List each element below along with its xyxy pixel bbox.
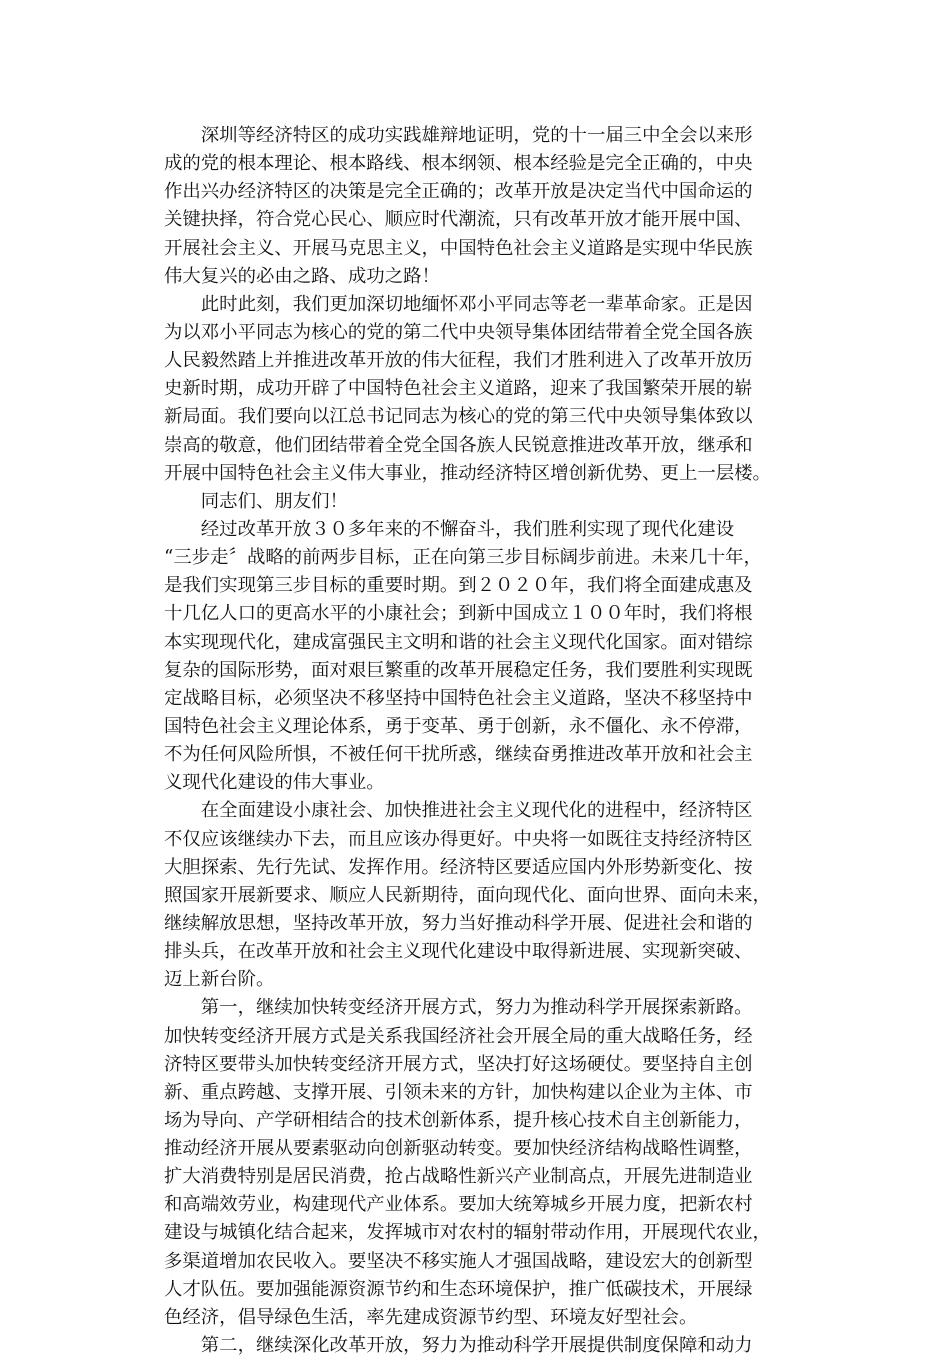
text-line: 经过改革开放３０多年来的不懈奋斗，我们胜利实现了现代化建设: [164, 518, 735, 540]
text-line: 义现代化建设的伟大事业。: [164, 772, 385, 794]
text-line: 新局面。我们要向以江总书记同志为核心的党的第三代中央领导集体致以: [164, 406, 753, 428]
text-line: 作出兴办经济特区的决策是完全正确的；改革开放是决定当代中国命运的: [164, 181, 753, 203]
text-line: 大胆探索、先行先试、发挥作用。经济特区要适应国内外形势新变化、按: [164, 856, 753, 878]
text-line: 照国家开展新要求、顺应人民新期待，面向现代化、面向世界、面向未来，: [164, 884, 771, 906]
text-line: 场为导向、产学研相结合的技术创新体系，提升核心技术自主创新能力，: [164, 1109, 753, 1131]
text-line: 迈上新台阶。: [164, 969, 275, 991]
text-line: 继续解放思想，坚持改革开放，努力当好推动科学开展、促进社会和谐的: [164, 912, 753, 934]
text-line: 扩大消费特别是居民消费，抢占战略性新兴产业制高点，开展先进制造业: [164, 1166, 753, 1188]
text-line: 成的党的根本理论、根本路线、根本纲领、根本经验是完全正确的，中央: [164, 153, 753, 175]
text-line: 开展中国特色社会主义伟大事业，推动经济特区增创新优势、更上一层楼。: [164, 462, 771, 484]
document-body: [164, 122, 796, 1360]
text-line: 加快转变经济开展方式是关系我国经济社会开展全局的重大战略任务，经: [164, 1025, 753, 1047]
text-line: 第一，继续加快转变经济开展方式，努力为推动科学开展探索新路。: [164, 997, 753, 1019]
text-line: 同志们、朋友们！: [164, 490, 348, 512]
text-line: 史新时期，成功开辟了中国特色社会主义道路，迎来了我国繁荣开展的崭: [164, 378, 753, 400]
text-line: 国特色社会主义理论体系，勇于变革、勇于创新，永不僵化、永不停滞，: [164, 715, 753, 737]
text-line: 和高端效劳业，构建现代产业体系。要加大统筹城乡开展力度，把新农村: [164, 1194, 753, 1216]
text-line: 新、重点跨越、支撑开展、引领未来的方针，加快构建以企业为主体、市: [164, 1081, 753, 1103]
text-line: 伟大复兴的必由之路、成功之路！: [164, 265, 440, 287]
text-line: 关键抉择，符合党心民心、顺应时代潮流，只有改革开放才能开展中国、: [164, 209, 753, 231]
text-line: 开展社会主义、开展马克思主义，中国特色社会主义道路是实现中华民族: [164, 237, 753, 259]
text-line: 多渠道增加农民收入。要坚决不移实施人才强国战略，建设宏大的创新型: [164, 1250, 753, 1272]
text-line: “三步走〞战略的前两步目标，正在向第三步目标阔步前进。未来几十年，: [164, 547, 762, 569]
text-line: 定战略目标，必须坚决不移坚持中国特色社会主义道路，坚决不移坚持中: [164, 687, 753, 709]
text-line: 崇高的敬意，他们团结带着全党全国各族人民锐意推进改革开放，继承和: [164, 434, 753, 456]
text-line: 色经济，倡导绿色生活，率先建成资源节约型、环境友好型社会。: [164, 1306, 698, 1328]
text-line: 推动经济开展从要素驱动向创新驱动转变。要加快经济结构战略性调整，: [164, 1138, 753, 1160]
text-line: 人民毅然踏上并推进改革开放的伟大征程，我们才胜利进入了改革开放历: [164, 350, 753, 372]
text-line: 不为任何风险所惧，不被任何干扰所惑，继续奋勇推进改革开放和社会主: [164, 744, 753, 766]
text-line: 是我们实现第三步目标的重要时期。到２０２０年，我们将全面建成惠及: [164, 575, 753, 597]
text-line: 十几亿人口的更高水平的小康社会；到新中国成立１００年时，我们将根: [164, 603, 753, 625]
text-line: 排头兵，在改革开放和社会主义现代化建设中取得新进展、实现新突破、: [164, 941, 753, 963]
text-line: 复杂的国际形势，面对艰巨繁重的改革开展稳定任务，我们要胜利实现既: [164, 659, 753, 681]
text-line: 不仅应该继续办下去，而且应该办得更好。中央将一如既往支持经济特区: [164, 828, 753, 850]
text-line: 此时此刻，我们更加深切地缅怀邓小平同志等老一辈革命家。正是因: [164, 293, 753, 315]
text-line: 为以邓小平同志为核心的党的第二代中央领导集体团结带着全党全国各族: [164, 321, 753, 343]
text-line: 建设与城镇化结合起来，发挥城市对农村的辐射带动作用，开展现代农业，: [164, 1222, 771, 1244]
text-line: 在全面建设小康社会、加快推进社会主义现代化的进程中，经济特区: [164, 800, 753, 822]
text-line: 深圳等经济特区的成功实践雄辩地证明，党的十一届三中全会以来形: [164, 125, 753, 146]
text-line: 济特区要带头加快转变经济开展方式，坚决打好这场硬仗。要坚持自主创: [164, 1053, 753, 1075]
text-line: 人才队伍。要加强能源资源节约和生态环境保护，推广低碳技术，开展绿: [164, 1278, 753, 1300]
text-line: 本实现现代化，建成富强民主文明和谐的社会主义现代化国家。面对错综: [164, 631, 753, 653]
text-line: 第二，继续深化改革开放，努力为推动科学开展提供制度保障和动力: [164, 1335, 753, 1357]
